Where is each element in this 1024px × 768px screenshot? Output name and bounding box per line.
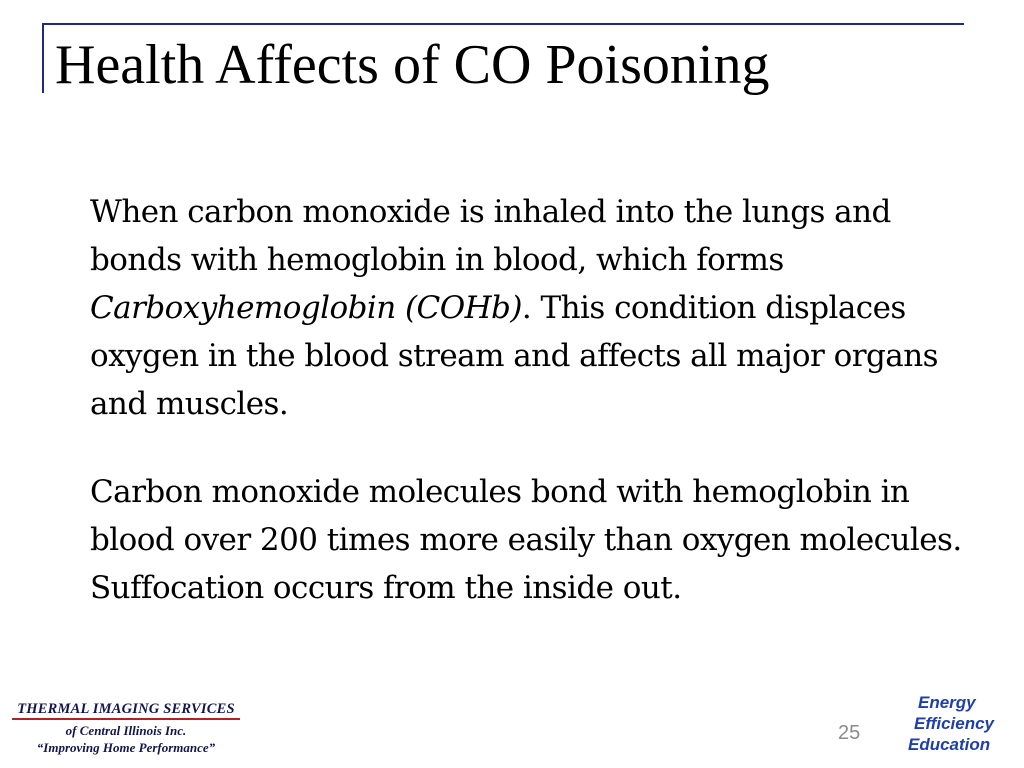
title-rule-left xyxy=(42,23,44,93)
page-number: 25 xyxy=(838,722,861,744)
thermal-imaging-logo-location: of Central Illinois Inc. xyxy=(65,722,187,738)
slide-body xyxy=(90,188,980,652)
thermal-imaging-logo-rule xyxy=(12,718,240,720)
thermal-imaging-logo-name: THERMAL IMAGING SERVICES xyxy=(17,701,235,717)
title-rule-top xyxy=(42,23,964,25)
paragraph-cohb-text-end: . This condition displaces oxygen in the blood stream and affects all major organs and muscles. xyxy=(90,290,938,422)
thermal-imaging-logo-slogan: “Improving Home Performance” xyxy=(36,739,216,755)
logo-word-energy: Energy xyxy=(918,693,976,712)
energy-efficiency-education-logo xyxy=(902,692,1014,755)
slide-title: Health Affects of CO Poisoning xyxy=(55,34,770,96)
logo-word-efficiency: Efficiency xyxy=(914,714,995,733)
logo-word-education: Education xyxy=(908,735,991,754)
thermal-imaging-logo xyxy=(8,700,244,756)
paragraph-bonding: Carbon monoxide molecules bond with hemoglobin in blood over 200 times more easily than oxygen molecules. Suffocation occurs from the inside out. xyxy=(90,474,962,606)
paragraph-cohb xyxy=(90,188,980,428)
cohb-term: Carboxyhemoglobin (COHb) xyxy=(90,290,522,326)
paragraph-cohb-text-start: When carbon monoxide is inhaled into the lungs and bonds with hemoglobin in blood, which forms xyxy=(90,194,891,278)
